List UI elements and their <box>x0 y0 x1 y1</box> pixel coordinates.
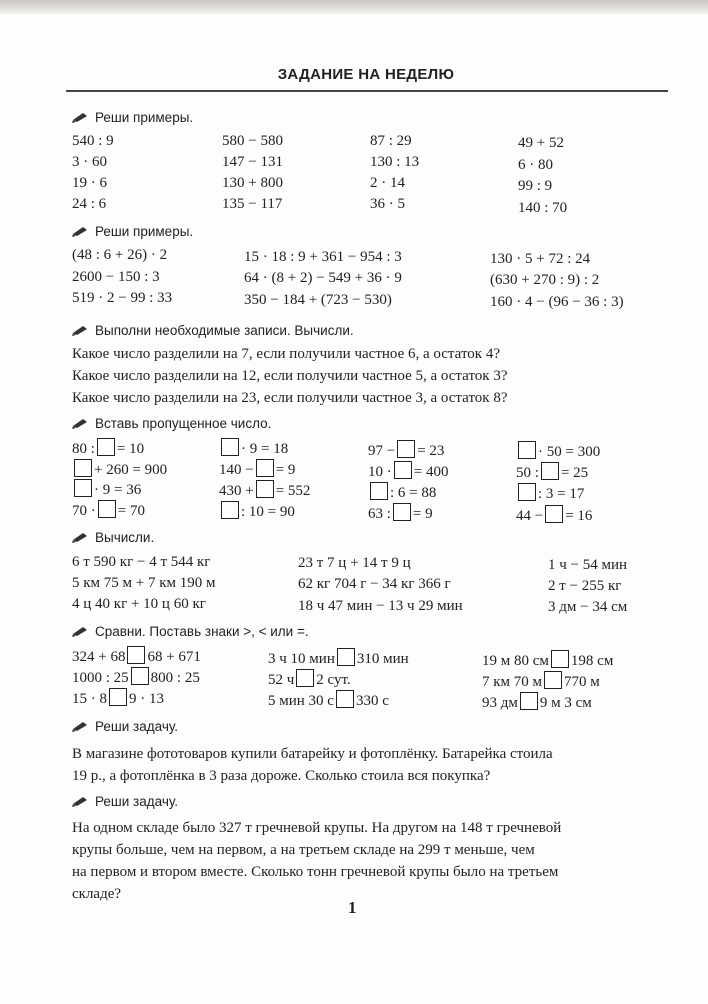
answer-box[interactable] <box>98 500 116 518</box>
task2-heading-text: Реши примеры. <box>95 224 194 239</box>
pencil-icon <box>72 531 89 546</box>
text-line: складе? <box>72 886 122 902</box>
sign-box[interactable] <box>109 688 127 706</box>
compare-item: 5 мин 30 с 330 с <box>268 690 389 710</box>
expr: 350 − 184 + (723 − 530) <box>244 292 392 308</box>
task7-heading <box>72 719 178 735</box>
task3-heading <box>72 323 354 339</box>
pencil-icon <box>72 417 89 432</box>
task8-heading-text: Реши задачу. <box>95 794 179 809</box>
expr: 130 + 800 <box>222 175 283 191</box>
fill-in-item: 10 · = 400 <box>368 461 448 481</box>
sign-box[interactable] <box>337 648 355 666</box>
text-line: В магазине фототоваров купили батарейку и фотоплёнку. Батарейка стоила <box>72 746 553 762</box>
text-line: Какое число разделили на 23, если получили частное 3, а остаток 8? <box>72 390 508 406</box>
expr: 62 кг 704 г − 34 кг 366 г <box>298 576 451 592</box>
answer-box[interactable] <box>221 501 239 519</box>
pencil-icon <box>72 225 89 240</box>
sign-box[interactable] <box>131 667 149 685</box>
expr: 6 · 80 <box>518 157 553 173</box>
text-line: Какое число разделили на 7, если получили частное 6, а остаток 4? <box>72 346 500 362</box>
task5-heading-text: Вычисли. <box>95 530 155 545</box>
fill-in-item: + 260 = 900 <box>72 459 167 479</box>
task4-heading-text: Вставь пропущенное число. <box>95 416 272 431</box>
page-number: 1 <box>348 898 357 917</box>
compare-item: 52 ч 2 сут. <box>268 669 351 689</box>
task1-heading <box>72 110 193 126</box>
expr: 87 : 29 <box>370 133 412 149</box>
fill-in-item: 140 − = 9 <box>219 459 295 479</box>
pencil-icon <box>72 720 89 735</box>
sign-box[interactable] <box>296 669 314 687</box>
expr: 147 − 131 <box>222 154 283 170</box>
expr: 18 ч 47 мин − 13 ч 29 мин <box>298 598 463 614</box>
task6-heading <box>72 624 309 640</box>
compare-item: 15 · 8 9 · 13 <box>72 688 164 708</box>
answer-box[interactable] <box>74 479 92 497</box>
page-title: ЗАДАНИЕ НА НЕДЕЛЮ <box>277 66 455 83</box>
expr: 160 · 4 − (96 − 36 : 3) <box>490 294 624 310</box>
answer-box[interactable] <box>397 440 415 458</box>
fill-in-item: : 10 = 90 <box>219 501 295 521</box>
expr: 36 · 5 <box>370 196 405 212</box>
expr: (48 : 6 + 26) · 2 <box>72 247 168 263</box>
fill-in-item: · 9 = 18 <box>219 438 288 458</box>
expr: 19 · 6 <box>72 175 107 191</box>
answer-box[interactable] <box>541 462 559 480</box>
expr: 99 : 9 <box>518 178 553 194</box>
expr: 580 − 580 <box>222 133 283 149</box>
title-rule <box>66 90 668 92</box>
text-line: крупы больше, чем на первом, а на третьем складе на 299 т меньше, чем <box>72 842 535 858</box>
pencil-icon <box>72 625 89 640</box>
text-line: на первом и втором вместе. Сколько тонн гречневой крупы было на третьем <box>72 864 559 880</box>
expr: 140 : 70 <box>518 200 568 216</box>
answer-box[interactable] <box>97 438 115 456</box>
text-line: Какое число разделили на 12, если получили частное 5, а остаток 3? <box>72 368 508 384</box>
compare-item: 7 км 70 м 770 м <box>482 671 600 691</box>
task7-heading-text: Реши задачу. <box>95 719 179 734</box>
answer-box[interactable] <box>221 438 239 456</box>
pencil-icon <box>72 324 89 339</box>
answer-box[interactable] <box>256 480 274 498</box>
expr: 64 · (8 + 2) − 549 + 36 · 9 <box>244 270 402 286</box>
fill-in-item: 44 − = 16 <box>516 505 592 525</box>
expr: 519 · 2 − 99 : 33 <box>72 290 173 306</box>
expr: 3 дм − 34 см <box>548 599 628 615</box>
answer-box[interactable] <box>74 459 92 477</box>
answer-box[interactable] <box>256 459 274 477</box>
sign-box[interactable] <box>551 650 569 668</box>
task4-heading <box>72 416 271 432</box>
compare-item: 324 + 68 68 + 671 <box>72 646 201 666</box>
expr: 6 т 590 кг − 4 т 544 кг <box>72 554 211 570</box>
pencil-icon <box>72 111 89 126</box>
expr: 5 км 75 м + 7 км 190 м <box>72 575 216 591</box>
text-line: На одном складе было 327 т гречневой крупы. На другом на 148 т гречневой <box>72 820 562 836</box>
fill-in-item: 97 − = 23 <box>368 440 444 460</box>
expr: 49 + 52 <box>518 135 564 151</box>
answer-box[interactable] <box>370 482 388 500</box>
expr: 24 : 6 <box>72 196 107 212</box>
task6-heading-text: Сравни. Поставь знаки >, < или =. <box>95 624 309 639</box>
answer-box[interactable] <box>518 441 536 459</box>
expr: 130 : 13 <box>370 154 420 170</box>
fill-in-item: : 6 = 88 <box>368 482 436 502</box>
expr: 23 т 7 ц + 14 т 9 ц <box>298 555 411 571</box>
page-top-edge <box>0 0 708 14</box>
expr: 3 · 60 <box>72 154 107 170</box>
expr: 2 т − 255 кг <box>548 578 622 594</box>
fill-in-item: 430 + = 552 <box>219 480 310 500</box>
task1-heading-text: Реши примеры. <box>95 110 194 125</box>
expr: 1 ч − 54 мин <box>548 557 628 573</box>
expr: (630 + 270 : 9) : 2 <box>490 272 600 288</box>
answer-box[interactable] <box>393 503 411 521</box>
expr: 15 · 18 : 9 + 361 − 954 : 3 <box>244 249 402 265</box>
fill-in-item: 50 : = 25 <box>516 462 588 482</box>
answer-box[interactable] <box>518 483 536 501</box>
task3-heading-text: Выполни необходимые записи. Вычисли. <box>95 323 354 338</box>
expr: 540 : 9 <box>72 133 114 149</box>
expr: 2 · 14 <box>370 175 405 191</box>
pencil-icon <box>72 795 89 810</box>
expr: 130 · 5 + 72 : 24 <box>490 251 591 267</box>
compare-item: 19 м 80 см 198 см <box>482 650 613 670</box>
expr: 135 − 117 <box>222 196 283 212</box>
fill-in-item: 80 : = 10 <box>72 438 144 458</box>
sign-box[interactable] <box>127 646 145 664</box>
answer-box[interactable] <box>394 461 412 479</box>
fill-in-item: 70 · = 70 <box>72 500 145 520</box>
expr: 4 ц 40 кг + 10 ц 60 кг <box>72 596 206 612</box>
sign-box[interactable] <box>336 690 354 708</box>
fill-in-item: · 9 = 36 <box>72 479 141 499</box>
fill-in-item: · 50 = 300 <box>516 441 600 461</box>
task8-heading <box>72 794 178 810</box>
text-line: 19 р., а фотоплёнка в 3 раза дороже. Сколько стоила вся покупка? <box>72 768 491 784</box>
compare-item: 1000 : 25 800 : 25 <box>72 667 200 687</box>
compare-item: 3 ч 10 мин 310 мин <box>268 648 409 668</box>
task5-heading <box>72 530 154 546</box>
fill-in-item: 63 : = 9 <box>368 503 433 523</box>
compare-item: 93 дм 9 м 3 см <box>482 692 592 712</box>
sign-box[interactable] <box>544 671 562 689</box>
answer-box[interactable] <box>545 505 563 523</box>
sign-box[interactable] <box>520 692 538 710</box>
fill-in-item: : 3 = 17 <box>516 483 584 503</box>
task2-heading <box>72 224 193 240</box>
expr: 2600 − 150 : 3 <box>72 269 160 285</box>
